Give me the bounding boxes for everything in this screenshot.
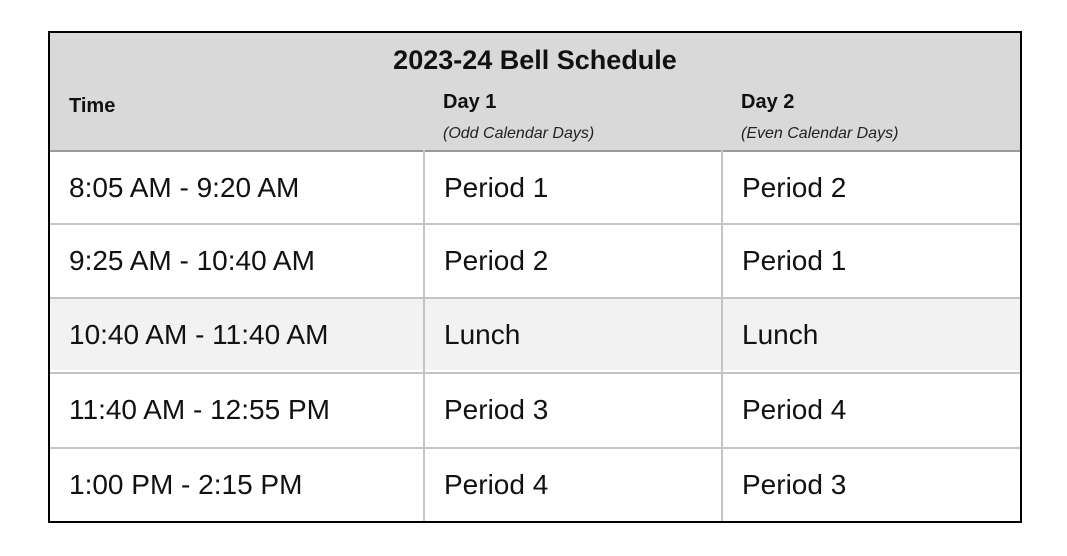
day2-cell: Lunch <box>742 318 819 350</box>
table-row <box>50 372 1020 445</box>
column-subheading-day2: (Even Calendar Days) <box>741 125 899 142</box>
time-cell: 10:40 AM - 11:40 AM <box>69 318 329 350</box>
time-cell: 8:05 AM - 9:20 AM <box>69 171 300 203</box>
table-row <box>50 150 1020 223</box>
time-cell: 11:40 AM - 12:55 PM <box>69 393 330 425</box>
time-cell: 1:00 PM - 2:15 PM <box>69 468 303 500</box>
column-divider <box>423 150 425 521</box>
column-heading-day1: Day 1 <box>443 91 497 113</box>
day1-cell: Period 1 <box>444 171 549 203</box>
column-subheading-day1: (Odd Calendar Days) <box>443 125 595 142</box>
day1-cell: Period 4 <box>444 468 549 500</box>
table-title: 2023-24 Bell Schedule <box>393 45 677 75</box>
table-row <box>50 297 1020 370</box>
table-row <box>50 447 1020 521</box>
column-divider <box>721 150 723 521</box>
day2-cell: Period 4 <box>742 393 847 425</box>
day2-cell: Period 2 <box>742 171 847 203</box>
day1-cell: Period 3 <box>444 393 549 425</box>
column-heading-day2: Day 2 <box>741 91 795 113</box>
day1-cell: Lunch <box>444 318 521 350</box>
time-cell: 9:25 AM - 10:40 AM <box>69 244 315 276</box>
day2-cell: Period 1 <box>742 244 847 276</box>
table-row <box>50 223 1020 296</box>
column-heading-time: Time <box>69 95 116 117</box>
day1-cell: Period 2 <box>444 244 549 276</box>
table-header <box>50 33 1020 150</box>
day2-cell: Period 3 <box>742 468 847 500</box>
bell-schedule-table <box>48 31 1022 523</box>
